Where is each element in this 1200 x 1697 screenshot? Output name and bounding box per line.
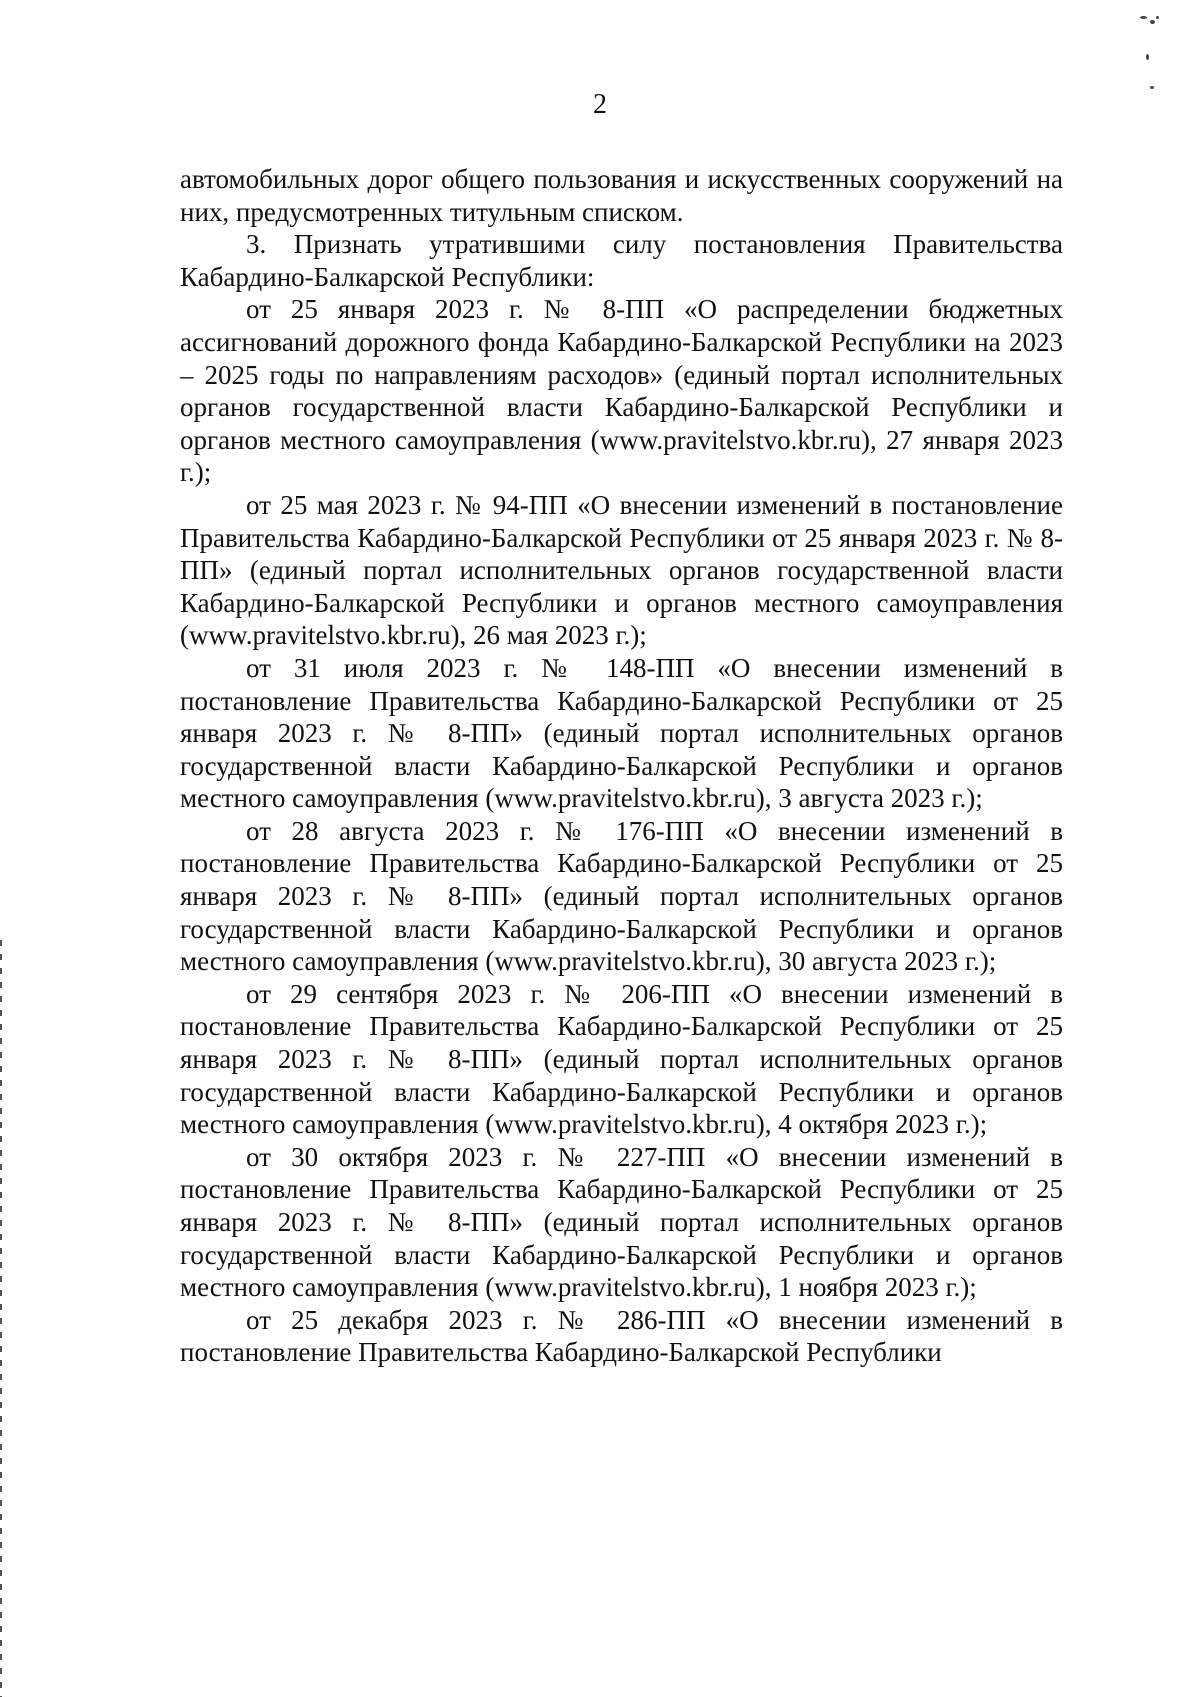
- paragraph-continuation: автомобильных дорог общего пользования и искусственных сооружений на них, предусмотренных титульным списком.: [180, 164, 1063, 227]
- scan-edge-artifact: [0, 940, 2, 1697]
- page-number: 2: [593, 89, 607, 120]
- paragraph-resolution-206pp: от 29 сентября 2023 г. № 206-ПП «О внесении изменений в постановление Правительства Кабардино-Балкарской Республики от 25 января 2023 г. № 8-ПП» (единый портал исполнительных органов государственной власти Кабардино-Балкарской Республики и органов местного самоуправления (www.pravitelstvo.kbr.ru), 4 октября 2023 г.);: [180, 978, 1063, 1140]
- document-body: [180, 163, 1063, 1369]
- paragraph-resolution-94pp: от 25 мая 2023 г. № 94-ПП «О внесении изменений в постановление Правительства Кабардино-Балкарской Республики от 25 января 2023 г. № 8-ПП» (единый портал исполнительных органов государственной власти Кабардино-Балкарской Республики и органов местного самоуправления (www.pravitelstvo.kbr.ru), 26 мая 2023 г.);: [180, 489, 1063, 651]
- paragraph-resolution-8pp: от 25 января 2023 г. № 8-ПП «О распределении бюджетных ассигнований дорожного фонда Кабардино-Балкарской Республики на 2023 – 2025 годы по направлениям расходов» (единый портал исполнительных органов государственной власти Кабардино-Балкарской Республики и органов местного самоуправления (www.pravitelstvo.kbr.ru), 27 января 2023 г.);: [180, 294, 1063, 488]
- paragraph-resolution-176pp: от 28 августа 2023 г. № 176-ПП «О внесении изменений в постановление Правительства Кабардино-Балкарской Республики от 25 января 2023 г. № 8-ПП» (единый портал исполнительных органов государственной власти Кабардино-Балкарской Республики и органов местного самоуправления (www.pravitelstvo.kbr.ru), 30 августа 2023 г.);: [180, 815, 1063, 977]
- paragraph-resolution-227pp: от 30 октября 2023 г. № 227-ПП «О внесении изменений в постановление Правительства Кабардино-Балкарской Республики от 25 января 2023 г. № 8-ПП» (единый портал исполнительных органов государственной власти Кабардино-Балкарской Республики и органов местного самоуправления (www.pravitelstvo.kbr.ru), 1 ноября 2023 г.);: [180, 1141, 1063, 1303]
- paragraph-resolution-148pp: от 31 июля 2023 г. № 148-ПП «О внесении изменений в постановление Правительства Кабардино-Балкарской Республики от 25 января 2023 г. № 8-ПП» (единый портал исполнительных органов государственной власти Кабардино-Балкарской Республики и органов местного самоуправления (www.pravitelstvo.kbr.ru), 3 августа 2023 г.);: [180, 652, 1063, 814]
- paragraph-item-3: 3. Признать утратившими силу постановления Правительства Кабардино-Балкарской Республики:: [180, 229, 1063, 292]
- paragraph-resolution-286pp: от 25 декабря 2023 г. № 286-ПП «О внесении изменений в постановление Правительства Кабардино-Балкарской Республики: [180, 1304, 1063, 1368]
